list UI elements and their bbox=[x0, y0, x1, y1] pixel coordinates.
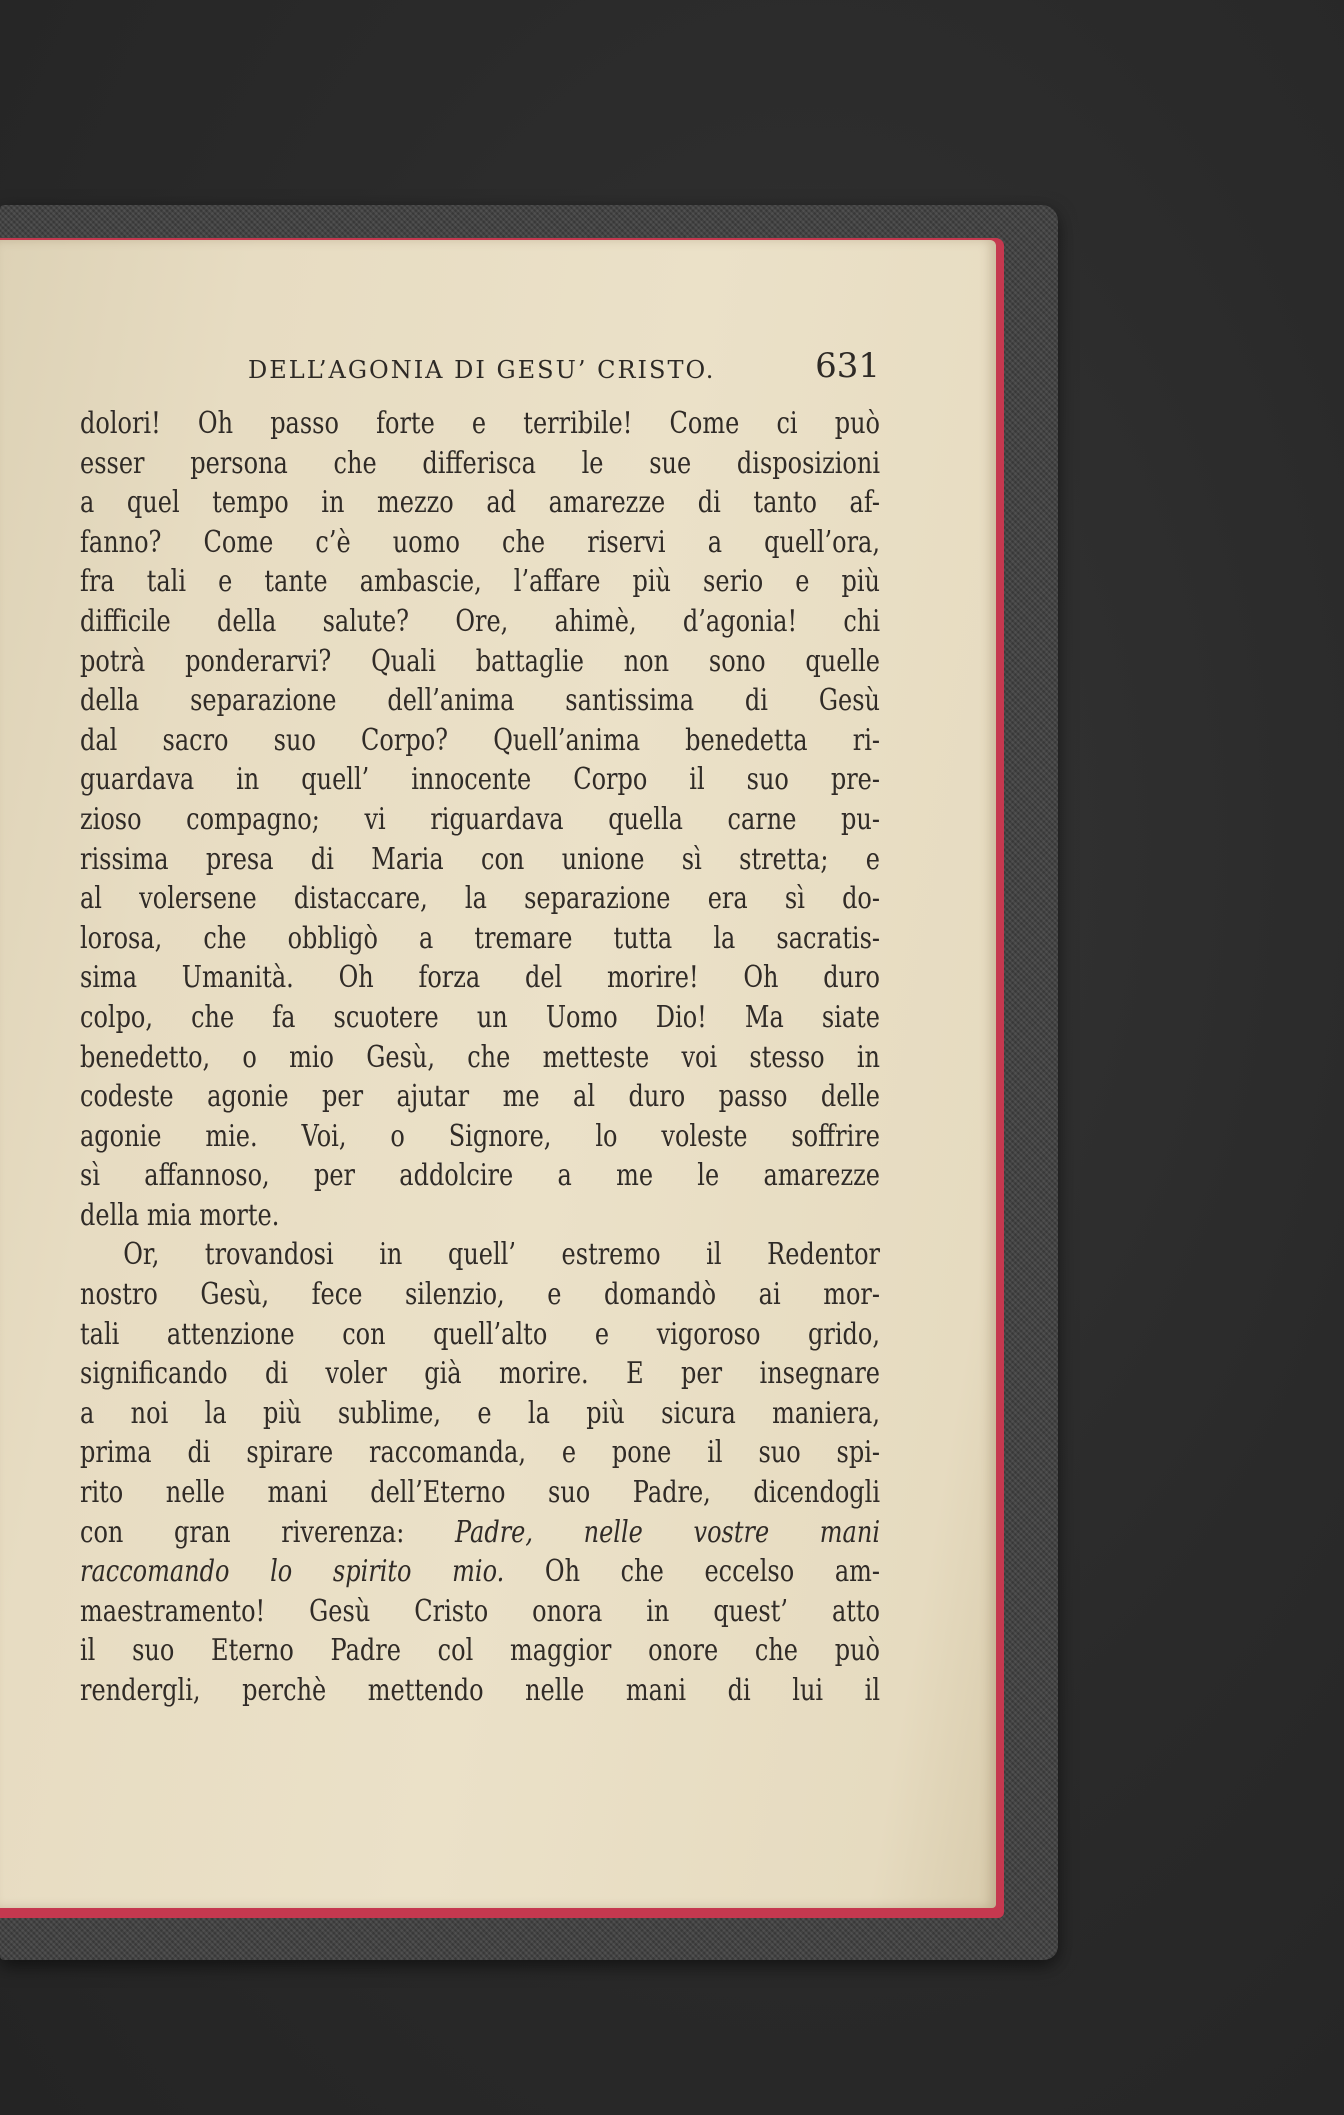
text-line-with-quote bbox=[80, 1552, 880, 1592]
text-line: codeste agonie per ajutar me al duro passo delle bbox=[80, 1079, 880, 1115]
text-line: significando di voler già morire. E per insegnare bbox=[80, 1356, 880, 1392]
page-number: 631 bbox=[815, 346, 880, 386]
text-line: rito nelle mani dell’Eterno suo Padre, dicendogli bbox=[80, 1475, 880, 1511]
quote-italic: Padre, nelle vostre mani bbox=[454, 1514, 880, 1550]
text-line: lorosa, che obbligò a tremare tutta la sacratis- bbox=[80, 920, 880, 956]
text-line: nostro Gesù, fece silenzio, e domandò ai mor- bbox=[80, 1277, 880, 1313]
text-line: tali attenzione con quell’alto e vigoroso grido, bbox=[80, 1316, 880, 1352]
text-line: difficile della salute? Ore, ahimè, d’agonia! chi bbox=[80, 603, 880, 639]
text-line: fanno? Come c’è uomo che riservi a quell’ora, bbox=[80, 524, 880, 560]
text-line: maestramento! Gesù Cristo onora in quest’ atto bbox=[80, 1593, 880, 1629]
text-line: fra tali e tante ambascie, l’affare più serio e più bbox=[80, 564, 880, 600]
text-line: sima Umanità. Oh forza del morire! Oh duro bbox=[80, 960, 880, 996]
paragraph-end-line: della mia morte. bbox=[80, 1197, 280, 1233]
text-line: rissima presa di Maria con unione sì stretta; e bbox=[80, 841, 880, 877]
body-text bbox=[80, 404, 880, 1711]
quote-italic: raccomando lo spirito mio. bbox=[80, 1554, 505, 1590]
text-line: agonie mie. Voi, o Signore, lo voleste soffrire bbox=[80, 1118, 880, 1154]
text-line: dal sacro suo Corpo? Quell’anima benedetta ri- bbox=[80, 722, 880, 758]
text-line: zioso compagno; vi riguardava quella carne pu- bbox=[80, 801, 880, 837]
quote-follow: Oh che eccelso am- bbox=[504, 1554, 880, 1590]
text-line: a quel tempo in mezzo ad amarezze di tanto af- bbox=[80, 485, 880, 521]
text-line-with-quote bbox=[80, 1513, 880, 1553]
text-line: potrà ponderarvi? Quali battaglie non sono quelle bbox=[80, 643, 880, 679]
text-line: il suo Eterno Padre col maggior onore che può bbox=[80, 1633, 880, 1669]
text-line: colpo, che fa scuotere un Uomo Dio! Ma siate bbox=[80, 999, 880, 1035]
text-line: dolori! Oh passo forte e terribile! Come ci può bbox=[80, 406, 880, 441]
text-line: benedetto, o mio Gesù, che metteste voi stesso in bbox=[80, 1039, 880, 1075]
text-line: al volersene distaccare, la separazione era sì do- bbox=[80, 881, 880, 917]
text-line: prima di spirare raccomanda, e pone il suo spi- bbox=[80, 1435, 880, 1471]
quote-lead-in: con gran riverenza: bbox=[80, 1514, 455, 1550]
paragraph-start-line: Or, trovandosi in quell’ estremo il Redentor bbox=[123, 1237, 880, 1273]
text-line: esser persona che differisca le sue disposizioni bbox=[80, 445, 880, 481]
running-head bbox=[248, 346, 880, 394]
text-line: rendergli, perchè mettendo nelle mani di lui il bbox=[80, 1673, 880, 1708]
text-line: guardava in quell’ innocente Corpo il suo pre- bbox=[80, 762, 880, 798]
running-title: DELL’AGONIA DI GESU’ CRISTO. bbox=[248, 356, 716, 384]
text-line: della separazione dell’anima santissima di Gesù bbox=[80, 683, 880, 719]
text-line: a noi la più sublime, e la più sicura maniera, bbox=[80, 1395, 880, 1431]
text-line: sì affannoso, per addolcire a me le amarezze bbox=[80, 1158, 880, 1194]
